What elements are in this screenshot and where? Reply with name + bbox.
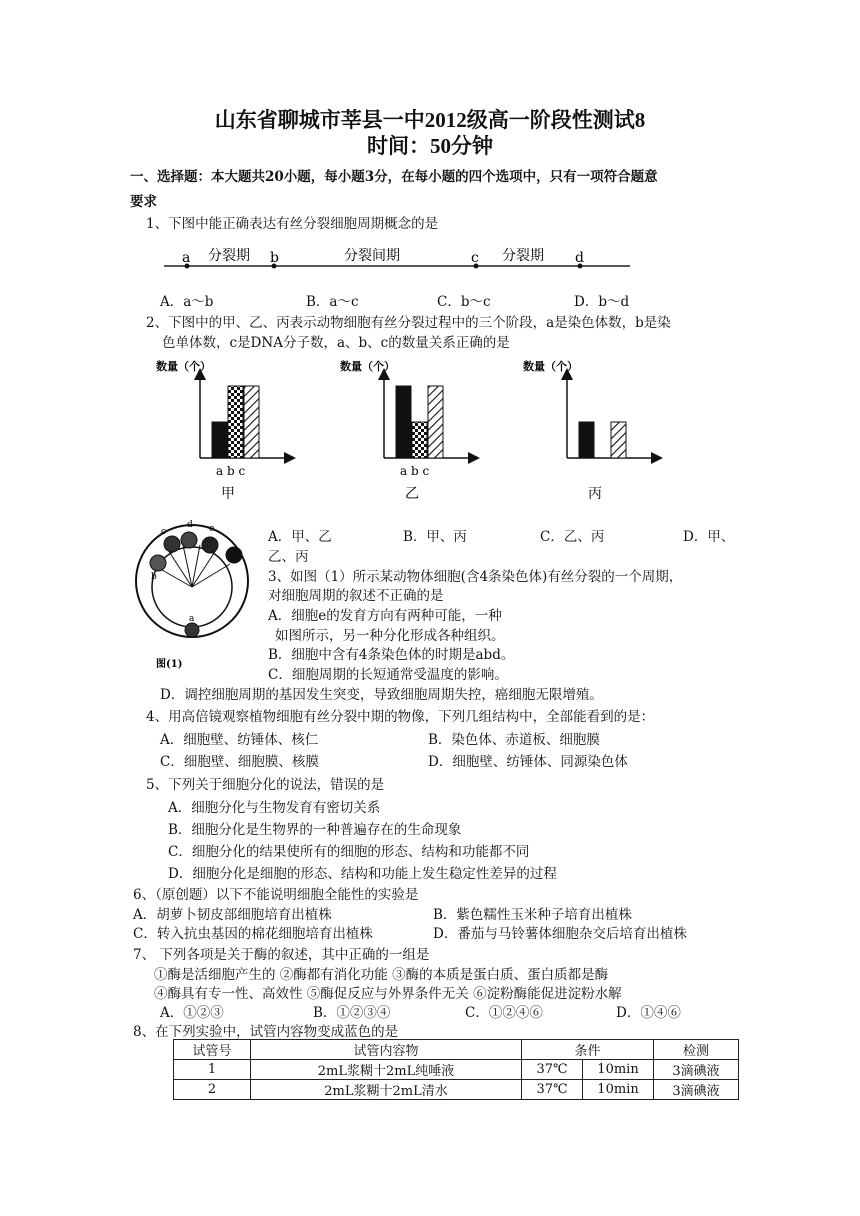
q4-stem: 4、用高倍镜观察植物细胞有丝分裂中期的物像，下列几组结构中，全部能看到的是： — [146, 709, 655, 725]
y-axis-label: 数量（个） — [523, 360, 578, 373]
q5-option-c: C．细胞分化的结果使所有的细胞的形态、结构和功能都不同 — [168, 844, 530, 860]
exam-time: 时间：50分钟 — [367, 134, 493, 158]
timeline-label-c: c — [471, 250, 479, 266]
q7-option-b: B．①②③④ — [313, 1005, 391, 1021]
q7-option-a: A．①②③ — [160, 1005, 224, 1021]
fig1-cell-cycle-diagram — [132, 517, 252, 671]
q2-option-b: B．甲、丙 — [403, 529, 467, 545]
header-content: 试管内容物 — [251, 1040, 522, 1060]
page-title: 山东省聊城市莘县一中2012级高一阶段性测试8 — [214, 108, 646, 132]
fig1-cell-c — [164, 536, 180, 552]
chart-title: 乙 — [405, 486, 419, 502]
table-header-row — [174, 1040, 739, 1060]
fig1-cell-e — [202, 537, 218, 553]
x-axis-labels: a b c — [216, 464, 246, 478]
table-row: 1 2mL浆糊十2mL纯唾液 37℃ 10min 3滴碘液 — [174, 1060, 739, 1080]
q4-option-c: C．细胞壁、细胞膜、核膜 — [160, 754, 319, 770]
q3-option-b: B．细胞中含有4条染色体的时期是abd。 — [268, 647, 515, 663]
header-tube: 试管号 — [174, 1040, 251, 1060]
bar-c — [611, 422, 626, 458]
chart-title: 丙 — [588, 486, 602, 502]
q2-option-d: D．甲、 — [683, 529, 735, 545]
q3-option-c: C．细胞周期的长短通常受温度的影响。 — [268, 667, 508, 683]
q7-statements-2: ④酶具有专一性、高效性 ⑤酶促反应与外界条件无关 ⑥淀粉酶能促进淀粉水解 — [154, 986, 622, 1002]
svg-text:e: e — [209, 524, 215, 534]
q3-option-a-cont: 如图所示，另一种分化形成各种组织。 — [275, 628, 505, 644]
timeline-seg2: 分裂间期 — [344, 248, 400, 264]
q3-option-d: D．调控细胞周期的基因发生突变，导致细胞周期失控，癌细胞无限增殖。 — [160, 687, 603, 703]
q2-option-c: C．乙、丙 — [540, 529, 605, 545]
q4-option-d: D．细胞壁、纺锤体、同源染色体 — [428, 754, 628, 770]
q1-option-a: A．a～b — [160, 294, 214, 310]
q6-option-c: C．转入抗虫基因的棉花细胞培育出植株 — [133, 926, 373, 942]
q2-option-d-cont: 乙、丙 — [268, 549, 309, 565]
q1-option-d: D．b～d — [574, 294, 630, 310]
svg-text:c: c — [161, 527, 167, 537]
q7-option-d: D．①④⑥ — [616, 1005, 681, 1021]
q7-stem: 7、 下列各项是关于酶的叙述，其中正确的一组是 — [133, 947, 430, 963]
bar-a — [396, 386, 411, 458]
bar-c — [428, 386, 443, 458]
q3-stem: 3、如图（1）所示某动物体细胞(含4条染色体)有丝分裂的一个周期， — [268, 569, 683, 585]
fig1-cell-b — [150, 555, 166, 571]
q1-option-b: B．a～c — [306, 294, 359, 310]
header-condition: 条件 — [522, 1040, 654, 1060]
svg-text:a: a — [189, 614, 195, 624]
fig1-cell-d — [181, 532, 197, 548]
section-heading: 一、选择题：本大题共20小题，每小题3分，在每小题的四个选项中，只有一项符合题意 — [130, 169, 658, 185]
q4-option-a: A．细胞壁、纺锤体、核仁 — [160, 732, 319, 748]
q2-stem: 2、下图中的甲、乙、丙表示动物细胞有丝分裂过程中的三个阶段，a是染色体数，b是染 — [146, 315, 671, 331]
q6-option-b: B．紫色糯性玉米种子培育出植株 — [433, 907, 632, 923]
q7-statements-1: ①酶是活细胞产生的 ②酶都有消化功能 ③酶的本质是蛋白质、蛋白质都是酶 — [154, 967, 609, 983]
timeline-label-b: b — [270, 250, 279, 266]
bar-b — [412, 422, 427, 458]
q5-option-d: D．细胞分化是细胞的形态、结构和功能上发生稳定性差异的过程 — [168, 866, 557, 882]
fig1-caption: 图(1) — [156, 659, 183, 670]
timeline-label-d: d — [575, 250, 584, 266]
timeline-seg3: 分裂期 — [502, 248, 544, 264]
q1-option-c: C．b～c — [437, 294, 491, 310]
timeline-label-a: a — [182, 250, 191, 266]
q6-option-a: A．胡萝卜韧皮部细胞培育出植株 — [133, 907, 332, 923]
chart-title: 甲 — [221, 486, 235, 502]
table-row: 2 2mL浆糊十2mL清水 37℃ 10min 3滴碘液 — [174, 1080, 739, 1100]
timeline-seg1: 分裂期 — [208, 248, 250, 264]
chart-yi — [340, 359, 474, 502]
bar-a — [579, 422, 594, 458]
section-heading-cont: 要求 — [130, 194, 157, 210]
q6-option-d: D．番茄与马铃薯体细胞杂交后培育出植株 — [433, 926, 687, 942]
fig1-cell-a — [185, 623, 199, 637]
x-axis-labels: a b c — [400, 464, 430, 478]
q2-charts — [150, 354, 670, 508]
svg-text:d: d — [187, 520, 193, 530]
chart-jia — [156, 359, 290, 502]
q5-option-a: A．细胞分化与生物发育有密切关系 — [168, 800, 381, 816]
bar-c — [244, 386, 259, 458]
q2-option-a: A．甲、乙 — [268, 529, 332, 545]
q1-timeline — [160, 242, 640, 276]
q5-option-b: B．细胞分化是生物界的一种普遍存在的生命现象 — [168, 822, 462, 838]
y-axis-label: 数量（个） — [340, 360, 395, 373]
q3-stem-cont: 对细胞周期的叙述不正确的是 — [268, 588, 444, 604]
q7-option-c: C．①②④⑥ — [465, 1005, 543, 1021]
y-axis-label: 数量（个） — [156, 360, 211, 373]
chart-bing — [523, 359, 657, 502]
header-detect: 检测 — [654, 1040, 739, 1060]
q8-experiment-table — [173, 1039, 739, 1100]
bar-a — [212, 422, 227, 458]
svg-text:b: b — [151, 572, 157, 582]
q3-option-a: A．细胞e的发育方向有两种可能，一种 — [268, 608, 502, 624]
q2-stem-cont: 色单体数，c是DNA分子数，a、b、c的数量关系正确的是 — [162, 335, 510, 351]
q1-stem: 1、下图中能正确表达有丝分裂细胞周期概念的是 — [146, 216, 439, 232]
q5-stem: 5、下列关于细胞分化的说法，错误的是 — [146, 777, 385, 793]
q8-stem: 8、在下列实验中，试管内容物变成蓝色的是 — [133, 1024, 399, 1040]
q4-option-b: B．染色体、赤道板、细胞膜 — [428, 732, 600, 748]
bar-b — [228, 386, 243, 458]
q6-stem: 6、（原创题）以下不能说明细胞全能性的实验是 — [133, 887, 419, 903]
